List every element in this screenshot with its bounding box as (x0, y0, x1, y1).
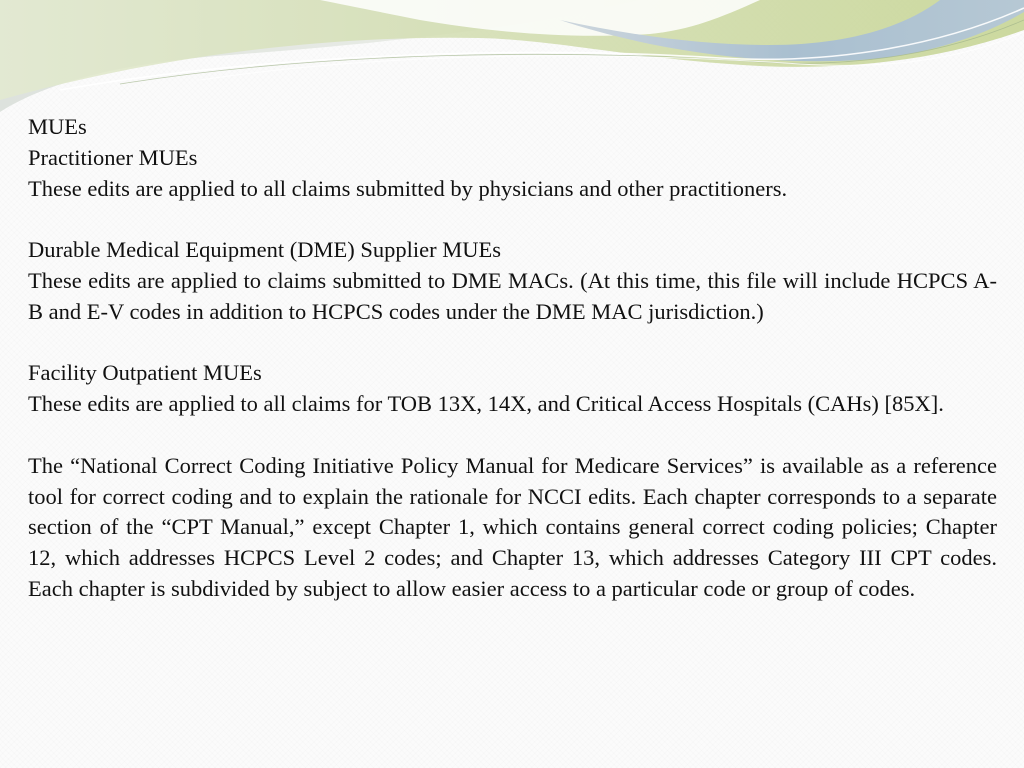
facility-title: Facility Outpatient MUEs (28, 360, 262, 386)
dme-body: These edits are applied to claims submitted to DME MACs. (At this time, this file will include HCPCS A-B and E-V codes in addition to HCPCS codes under the DME MAC jurisdiction.) (28, 267, 997, 324)
slide-heading: MUEs (28, 114, 87, 139)
dme-title: Durable Medical Equipment (DME) Supplier MUEs (28, 237, 502, 263)
practitioner-title: Practitioner MUEs (28, 144, 198, 170)
facility-body: These edits are applied to all claims for TOB 13X, 14X, and Critical Access Hospitals (CAHs) [85X]. (28, 391, 944, 417)
decorative-wave-header (0, 0, 1024, 130)
practitioner-body: These edits are applied to all claims submitted by physicians and other practitioners. (28, 175, 788, 201)
slide-body (28, 112, 997, 605)
spacer (28, 420, 997, 451)
spacer (28, 328, 997, 359)
spacer (28, 204, 997, 235)
closing-paragraph: The “National Correct Coding Initiative Policy Manual for Medicare Services” is available as a reference tool for correct coding and to explain the rationale for NCCI edits. Each chapter corresponds to a separate section of the “CPT Manual,” except Chapter 1, which contains general correct coding policies; Chapter 12, which addresses HCPCS Level 2 codes; and Chapter 13, which addresses Category III CPT codes. Each chapter is subdivided by subject to allow easier access to a particular code or group of codes. (28, 452, 997, 601)
